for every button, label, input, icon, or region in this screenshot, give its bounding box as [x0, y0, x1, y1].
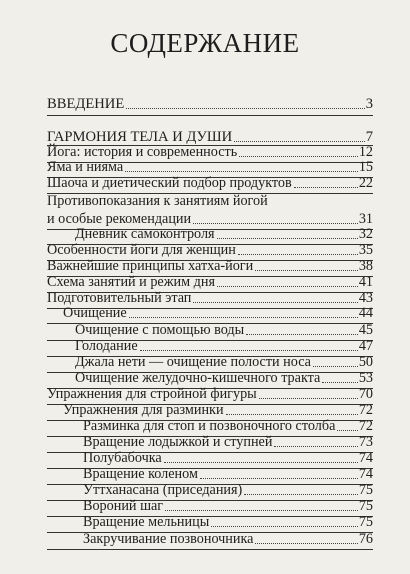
dot-leader: [322, 382, 357, 383]
toc-entry-page: 43: [358, 290, 373, 306]
toc-entry-title: Джала нети — очищение полости носа: [75, 354, 311, 370]
toc-entry-page: 45: [358, 322, 373, 338]
toc-entry-title: ВВЕДЕНИЕ: [47, 96, 125, 112]
dot-leader: [126, 108, 364, 109]
toc-entry-title: Противопоказания к занятиям йогой: [47, 193, 268, 209]
toc-entry-title: Упражнения для стройной фигуры: [47, 386, 257, 402]
toc-entry-page: 32: [358, 226, 373, 242]
toc-entry-title: ГАРМОНИЯ ТЕЛА И ДУШИ: [47, 129, 233, 145]
toc-entry: [47, 192, 373, 210]
dot-leader: [337, 430, 357, 431]
dot-leader: [200, 478, 358, 479]
toc-entry-title: Особенности йоги для женщин: [47, 242, 236, 258]
dot-leader: [294, 187, 358, 188]
dot-leader: [239, 156, 358, 157]
toc-entry-title: Подготовительный этап: [47, 290, 192, 306]
toc-entry-page: 12: [358, 144, 373, 160]
dot-leader: [259, 398, 358, 399]
toc-entry: [83, 513, 373, 531]
toc-entry-title: Йога: история и современность: [47, 144, 238, 160]
toc-entry-page: 72: [358, 402, 373, 418]
toc-entry-page: 75: [358, 498, 373, 514]
toc-entry-title: Вращение лодыжкой и ступней: [83, 434, 273, 450]
toc-entry-page: 3: [365, 96, 373, 112]
toc-entry-page: 73: [358, 434, 373, 450]
toc-entry-title: Очищение: [63, 305, 127, 321]
toc-entry-title: Яма и нияма: [47, 159, 124, 175]
dot-leader: [313, 366, 358, 367]
toc-entry-page: 70: [358, 386, 373, 402]
page-title: СОДЕРЖАНИЕ: [110, 28, 300, 58]
toc-entry-page: 35: [358, 242, 373, 258]
toc-entry-page: 74: [358, 466, 373, 482]
toc-entry-page: 41: [358, 274, 373, 290]
toc-entry-title: Дневник самоконтроля: [75, 226, 215, 242]
dot-leader: [234, 141, 365, 142]
toc-entry-title: Вращение коленом: [83, 466, 198, 482]
toc-entry-page: 74: [358, 450, 373, 466]
toc-entry-page: 47: [358, 338, 373, 354]
dot-leader: [255, 270, 358, 271]
toc-entry-title: Уттханасана (приседания): [83, 482, 243, 498]
toc-entry-page: 38: [358, 258, 373, 274]
toc-entry-page: 53: [358, 370, 373, 386]
toc-entry-title: Важнейшие принципы хатха-йоги: [47, 258, 254, 274]
toc-entry-title: Упражнения для разминки: [63, 402, 224, 418]
toc-entry-page: 15: [358, 159, 373, 175]
toc-entry-page: 76: [358, 531, 373, 547]
toc-entry-title: Очищение с помощью воды: [75, 322, 245, 338]
separator-line: [47, 115, 373, 116]
toc-entry-page: 22: [358, 175, 373, 191]
toc-entry-page: 50: [358, 354, 373, 370]
dot-leader: [125, 171, 358, 172]
dot-leader: [274, 446, 357, 447]
toc-entry-page: 75: [358, 482, 373, 498]
toc-entry-page: 75: [358, 514, 373, 530]
dot-leader: [238, 254, 358, 255]
dot-leader: [129, 317, 358, 318]
toc-entry-page: 72: [358, 418, 373, 434]
toc-entry-title: Вращение мельницы: [83, 514, 210, 530]
dot-leader: [165, 510, 358, 511]
dot-leader: [226, 414, 358, 415]
toc-entry-page: 7: [365, 129, 373, 145]
dot-leader: [244, 494, 358, 495]
toc-entry-page: 44: [358, 305, 373, 321]
dot-leader: [246, 334, 358, 335]
toc-entry-title: Очищение желудочно-кишечного тракта: [75, 370, 321, 386]
dot-leader: [140, 350, 358, 351]
toc-entry: [47, 174, 373, 192]
toc-entry-page: 31: [358, 211, 373, 227]
toc-entry: [47, 95, 373, 113]
toc-entry-title: Полубабочка: [83, 450, 162, 466]
toc-entry-title: Разминка для стоп и позвоночного столба: [83, 418, 336, 434]
dot-leader: [217, 238, 358, 239]
toc-entry-title: Голодание: [75, 338, 138, 354]
dot-leader: [255, 543, 357, 544]
toc-entry: [83, 530, 373, 548]
toc-entry-title: и особые рекомендации: [47, 211, 192, 227]
dot-leader: [211, 526, 358, 527]
toc-entry-title: Закручивание позвоночника: [83, 531, 254, 547]
separator-line: [47, 549, 373, 550]
toc-entry: [63, 304, 373, 322]
dot-leader: [217, 286, 358, 287]
dot-leader: [193, 302, 357, 303]
toc-entry-title: Схема занятий и режим дня: [47, 274, 215, 290]
toc-entry-title: Вороний шаг: [83, 498, 164, 514]
dot-leader: [193, 223, 358, 224]
dot-leader: [164, 462, 358, 463]
toc-entry-title: Шаоча и диетический подбор продуктов: [47, 175, 292, 191]
